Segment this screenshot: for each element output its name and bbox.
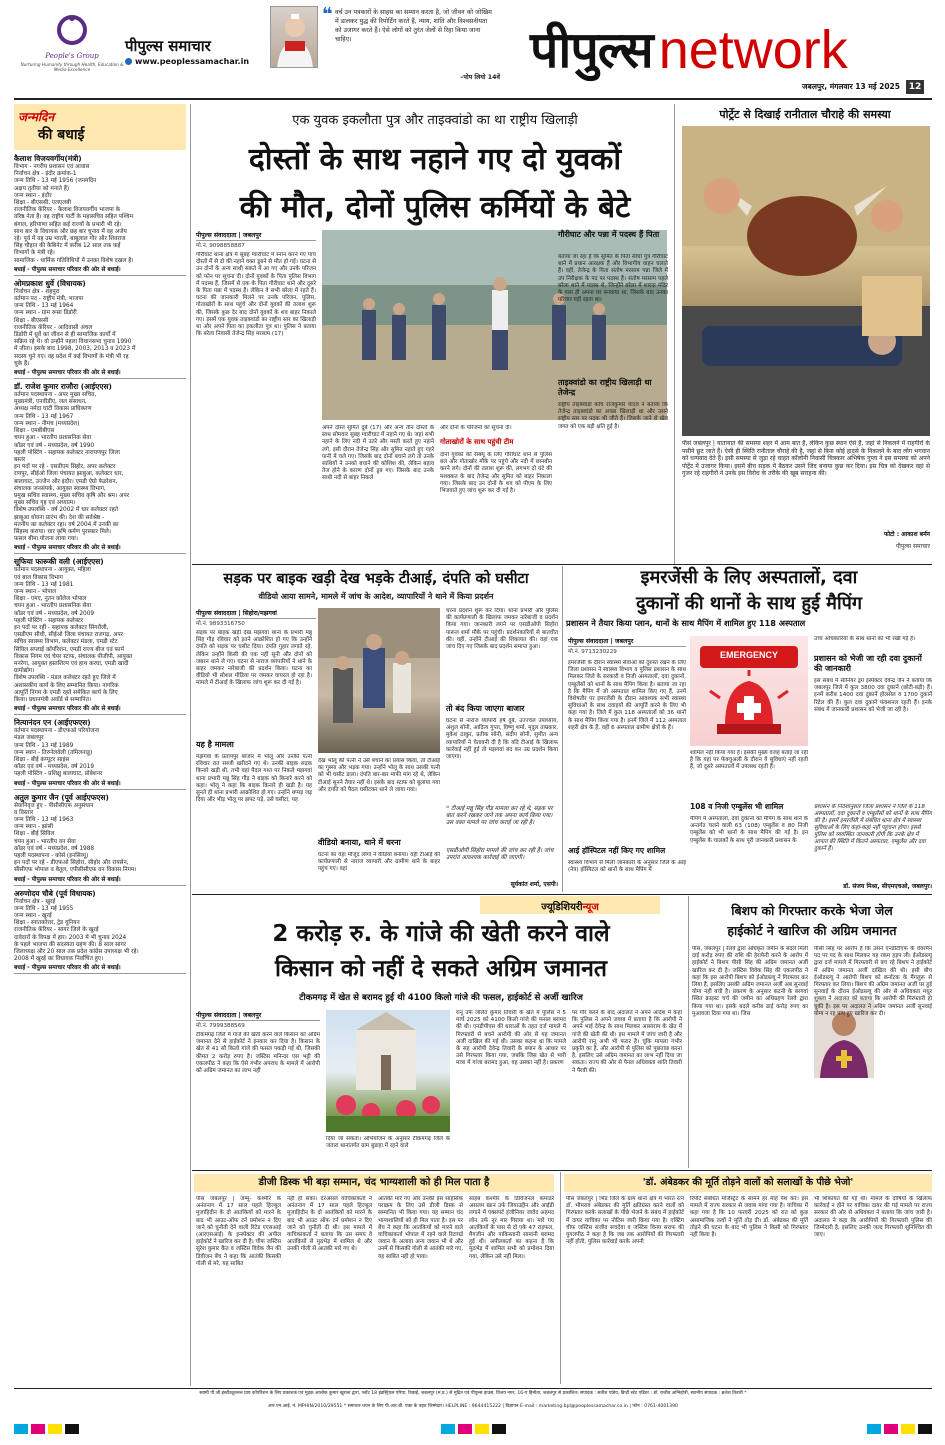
cyan-swatch bbox=[441, 1424, 455, 1434]
bishop-body-col2: पीसी सिंह पर आरोप है कि उसने एनडीटीएफ के वेयरमैन पद पर पद के साथ मिलकर यह रकम हड़प ली। ईओडब्ल्यू द्वारा दर्ज मामले में गिरफ्तारी से बच रहे बिशप ने हाईकोर्ट में अग्रिम जमानत अर्जी दाखिल की थी। इसी बीच ईओडब्ल्यू ने आरोपी बिशप को कर्नाटक के मैंगलुरू से गिरफ्तार कर लिया। बिशप की अग्रिम जमानत अर्जी पर हुई सुनवाई के दौरान ईओडब्ल्यू की ओर से अधिवक्ता मधुर शुक्ला ने अदालत को बताया कि आरोपी की गिरफ्तारी हो चुकी है। इस पर अदालत ने अग्रिम जमानत अर्जी सुनवाई योग्य न रह पाए हुए खारिज कर दी। bbox=[814, 946, 932, 1017]
emergency-byline bbox=[568, 636, 686, 647]
judiciary-headline-line1: 2 करोड़ रु. के गांजे की खेती करने वाले bbox=[272, 921, 610, 947]
birthday-greeting: बधाई - पीपुल्स समाचार परिवार की ओर से बधाई। bbox=[14, 780, 121, 787]
birthday-title-line2: की बधाई bbox=[38, 127, 85, 143]
emergency-body-col1: इमरजेंसी के दौरान स्वास्थ्य सेवाओं को दुरुस्त रखने के लिए जिला प्रशासन ने स्वास्थ्य विभाग व पुलिस प्रशासन के साथ मिलकर जिले के सरकारी व निजी अस्पतालों, दवा दुकानों, एम्बुलेंसों को थानों के साथ मैपिंग किया है। बताया जा रहा है कि मैपिंग में जो अस्पताल शामिल किए गए हैं, उनमें विशेषतौर पर इमरजेंसी के दौरान आवश्यक सभी स्वास्थ्य सुविधाओं के साथ दवाइयों की आपूर्ति करने के लिए भी कहा गया है। जिले में कुल 118 अस्पतालों को 36 थानों के साथ मैपिंग किया गया है। इनमें जिले में 112 अस्पताल शहरी क्षेत्र के हैं, वहीं 6 अस्पताल ग्रामीण क्षेत्रों के हैं। bbox=[568, 660, 686, 731]
emergency-subhead-col3: प्रशासन को भेजी जा रही दवा दुकानों की जानकारी bbox=[814, 654, 922, 673]
imprint-line2: आर.एन.आई. नं. MPHIN/2010/29551 * समाचार चयन के लिए पी.आर.बी. एक्ट के तहत जिम्मेदार। HELPLINE : 9644415222 | विज्ञापन E-mail : marketing.bpl@peoplessamachar.co.in | फोन : 0761-4001390 bbox=[268, 1404, 678, 1409]
tea-body-col3b: घटना से नाराज व्यापारी हर्ष दुबे, उज्ज्वल उपाध्याय, अंशुल सोनी, आदित्य गुप्ता, विष्णु शर्मा, मृदुल ताम्रकार, मुकेश ठाकुर, प्रतीक सोनी, संदीप सोनी, सुमीत अन्य व्यापारियों ने चेतावनी दी है कि यदि टीआई के खिलाफ कार्रवाई नहीं हुई तो मझगवां बंद कर उग्र प्रदर्शन किया जाएगा। bbox=[446, 718, 558, 761]
birthday-detail-line: पहली पोस्टिंग - सहायक कलेक्टर नारायणपुर जिला bbox=[14, 449, 120, 456]
black-swatch bbox=[492, 1424, 506, 1434]
lead-body-col3b: दोनों युवकों की रेस्क्यू के लिए गौरीघाट थाने से पुलिस बल और गोताखोर मौके पर पहुंचे और नदी में छानबीन करने लगे। दोनों की तलाश शुरू की, लगभग दो घंटे की मशक्कत के बाद तेजेन्द्र और सुमित को बाहर निकाला गया। जिसके बाद उन दोनों के शव को पीएम के लिए भिजवाते हुए जांच शुरू कर दी गई है। bbox=[440, 452, 552, 495]
birthday-detail-line: शिक्षा - एमए, नूतन कॉलेज भोपाल bbox=[14, 596, 87, 603]
birthday-person-name: सूफिया फारूकी वली (आईएएस) bbox=[14, 557, 104, 567]
network-brand bbox=[530, 10, 940, 80]
birthday-detail-line: जन्म स्थान - नीमच (मध्यप्रदेश) bbox=[14, 420, 80, 427]
emergency-headline-line1: इमरजेंसी के लिए अस्पतालों, दवा bbox=[640, 567, 858, 588]
birthday-detail-line: अध्यक्ष नर्मदा घाटी विकास प्राधिकरण bbox=[14, 406, 92, 413]
emergency-body-col1b: स्वास्थ्य विभाग से मिली जानकारी के अनुसार जिले के आई (नेत्र) हॉस्पिटल को थानों के साथ मैपिंग में bbox=[568, 860, 686, 874]
birthday-greeting: बधाई - पीपुल्स समाचार परिवार की ओर से बधाई। bbox=[14, 876, 121, 883]
birthday-person-name: अतुल कुमार जैन (पूर्व आईएफएस) bbox=[14, 792, 109, 802]
judiciary-byline-text: पीपुल्स संवाददाता | जबलपुर bbox=[196, 1012, 262, 1019]
birthday-entry bbox=[14, 382, 186, 554]
birthday-title-line1: जन्मदिन bbox=[18, 110, 55, 124]
birthday-detail-line: सीसीएफ भोपाल व बैतूल, एपीसीसीएफ वन विकास निगम। bbox=[14, 867, 137, 874]
birthday-detail-line: पहली पोस्टिंग - सहायक कलेक्टर bbox=[14, 617, 84, 624]
birthday-detail-line: विशेष उपलब्धि - वर्ष 2002 में धार कलेक्टर रहते bbox=[14, 507, 118, 514]
lead-subhead-col4: गौरीघाट और पन्ना में पदस्थ हैं पिता bbox=[558, 230, 660, 239]
birthday-entry bbox=[14, 154, 186, 276]
birthday-detail-line: जन्म स्थान - झांसी bbox=[14, 824, 54, 831]
birthday-detail-line: विशेष उपलब्धि - मंडल कलेक्टर रहते हुए जिले में bbox=[14, 675, 116, 682]
emergency-body-col3: उच्च अधिकारियों के साथ थानों को भी रखी गई है। bbox=[814, 636, 916, 642]
judiciary-body-col1: टीकमगढ़ जिले में गांजे की खेती करने वाले किसान को अग्रिम जमानत देने से हाईकोर्ट ने इनकार कर दिया है। किसान के खेत से 41 सौ किलो गांजे की फसल पकड़ी गई थी, जिसकी कीमत 2 करोड़ रुपए है। जस्टिस मनिन्दर एस भट्टी की एकलपीठ ने कहा कि ऐसे गंभीर अपराध के मामले में आरोपी को अग्रिम जमानत का लाभ नहीं bbox=[196, 1032, 320, 1075]
birthday-detail-line: बालाघाट, उज्जैन और इंदौर। एमडी ऐग्रो फेडरेशन, bbox=[14, 478, 118, 485]
birthday-detail-line: एसडीएम सीधी, सीईओ जिला पंचायत राजगढ़, अपर bbox=[14, 632, 123, 639]
birthday-detail-line: राजनीतिक कॅरियर - आदिवासी अंचल bbox=[14, 324, 93, 331]
birthday-detail-line: विभाग - नगरीय प्रशासन एवं आवास bbox=[14, 164, 90, 170]
birthday-detail-line: जिलाध्यक्ष और 20 साल तक प्रदेश कांग्रेस उपाध्यक्ष भी रहे। bbox=[14, 949, 139, 956]
tea-headline: सड़क पर बाइक खड़ी देख भड़के टीआई, दंपति को घसीटा bbox=[223, 571, 529, 587]
tea-subhead-col1: यह है मामला bbox=[196, 740, 234, 749]
birthday-detail-line: सेवानिवृत्त हुए - पीसीसीएफ अनुसंधान bbox=[14, 802, 94, 809]
group-logo-icon bbox=[52, 8, 92, 48]
lead-byline-text: पीपुल्स संवाददाता | जबलपुर bbox=[196, 232, 262, 239]
birthday-detail-line: सामाजिक - धार्मिक गतिविधियों में उनका विशेष दखल है। bbox=[14, 257, 134, 264]
bottom-right-headline: 'डॉ. अंबेडकर की मूर्ति तोड़ने वालों को सलाखों के पीछे भेजो' bbox=[642, 1177, 854, 1188]
birthday-detail-line: जन्म स्थान - भोपाल bbox=[14, 588, 57, 595]
birthday-detail-line: विकास निगम एवं चेयर स्टाफ, संचालक पीजीपी, आयुक्त bbox=[14, 653, 133, 660]
birthday-detail-line: निर्वाचन क्षेत्र - खुरई bbox=[14, 898, 56, 905]
bottom-left-body-col2: नहीं हो सका। दरअसल याचिकाकर्ता ने अनंतनाग में 17 साल पहले हिज्बुल मुजाहिदीन के दो आतंकियों को मारने के बाद भी आउट ऑफ टर्न प्रमोशन न दिए जाने को चुनौती दी थी। इस मामले में याचिकाकर्ता ने बताया कि उस समय वे आतंकियों से मुठभेड़ में शामिल थे और उनकी गोली से आतंकी मारे गए थे। bbox=[287, 1196, 372, 1253]
birthday-divider bbox=[14, 378, 186, 379]
birthday-entry bbox=[14, 279, 186, 379]
birthday-sidebar bbox=[14, 104, 186, 1386]
masthead bbox=[0, 0, 945, 100]
birthday-detail-line: कॉडर एवं वर्ष - मध्यप्रदेश, वर्ष 1990 bbox=[14, 442, 95, 449]
birthday-detail-line: आपूर्ति निगम के एमडी रहते समेकित कार्य के लिए bbox=[14, 689, 118, 696]
birthday-detail-line: दावेदारों के विपक्ष में हार। 2003 में भी चुनाव 2024 bbox=[14, 934, 127, 941]
emergency-subheadline: प्रशासन ने तैयार किया प्लान, थानों के साथ मैपिंग में शामिल हुए 118 अस्पताल bbox=[566, 618, 806, 628]
bottom-left-headline: डीजी डिस्क भी बड़ा सम्मान, चंद भाग्यशाली को ही मिल पाता है bbox=[258, 1177, 490, 1188]
birthday-detail-line: कॉडर एवं वर्ष - मध्यप्रदेश, वर्ष 2009 bbox=[14, 610, 95, 617]
birthday-divider bbox=[14, 275, 186, 276]
bottom-left-body-col4: साहब कश्मीर के डिविजनल कमांडर असलम खान उर्फ जियाउद्दीन और आईडी लगाने में एक्सपर्ट इंजीनियर जावेद अहमद लोन उर्फ नूर मार गिराया था। मारे गए आतंकियों के पास से दो एके 47 राइफल, मैगजीन और पाकिस्तानी सामानी बरामद हुई थी। अपीलकर्ता का कहना है कि मुठभेड़ में शामिल सभी को प्रमोशन दिया गया, लेकिन उसे नहीं मिला। bbox=[469, 1196, 554, 1260]
paper-logo bbox=[125, 33, 255, 59]
bishop-headline-line1: बिशप को गिरफ्तार करके भेजा जेल bbox=[731, 903, 893, 918]
birthday-detail-line: वर्तमान पदस्थापना - आयुक्त, महिला bbox=[14, 567, 91, 574]
tea-byline-text: पीपुल्स संवाददाता | सिहोरा/मझगवां bbox=[196, 610, 277, 617]
birthday-detail-line: पहली पोस्टिंग - प्रशिक्षु बालाघाट, प्रोबेशनर bbox=[14, 771, 103, 778]
birthday-list bbox=[14, 154, 186, 974]
birthday-detail-line: झाबुआ धोवना प्रारंभ की। देश की सर्वश्रेष्ठ - bbox=[14, 514, 105, 521]
tea-body-col1b: मझगवां के प्रतापपुर बाजार में भोलू और उनकी पत्नी रविवार रात सब्जी खरीदने गए थे। उनकी बाइक सड़क किनारे खड़ी थी, तभी वहां पैदल गश्त पर निकले मझगवां थाना प्रभारी मन्नू सिंह गौड़ ने बाइक को किनारे करने को कहा। भोलू ने कहा कि बाइक किनारे ही खड़ी है। यह सुनते ही थाना प्रभारी आक्रोशित हो गए। उन्होंने थप्पड़ जड़ दिया और भीड़ भोलू पर झपट पड़े, उसे घसीटा, यह bbox=[196, 754, 312, 804]
dateline: जबलपुर, मंगलवार 13 मई 2025 bbox=[801, 82, 900, 91]
yellow-swatch bbox=[475, 1424, 489, 1434]
birthday-entry bbox=[14, 889, 186, 975]
birthday-detail-line: मुख्य सचिव गृह एवं अध्यात्म। bbox=[14, 500, 76, 507]
birthday-person-name: अरुणोदय चौबे (पूर्व विधायक) bbox=[14, 888, 96, 898]
judiciary-subheadline: टीकमगढ़ में खेत से बरामद हुई थी 4100 किलो गांजे की फसल, हाईकोर्ट से अर्जी खारिज bbox=[299, 993, 583, 1003]
emergency-mobile: मो.नं. 9713230229 bbox=[568, 649, 617, 655]
birthday-detail-line: के पहले भाजपा की सदस्यता ग्रहण की। 8 साल सागर bbox=[14, 941, 127, 948]
black-swatch bbox=[918, 1424, 932, 1434]
lead-body-col4b: राष्ट्रीय ताइक्वांडो कोच राजकुमार यादव ने बताया कि तेजेन्द्र ताइक्वांडो का अच्छा खिलाड़ी था और उसने राष्ट्रीय स्तर पर पदक भी जीते हैं। जिसके जाने से खेल जगत को एक बड़ी क्षति हुई है। bbox=[558, 402, 668, 430]
emergency-body-col3b: इस संबंध में सीनियर ड्रग इंस्पेक्टर देवेन्द्र जैन ने बताया कि जबलपुर जिले में कुल 3800 दवा दुकानें (छोटी-बड़ी) हैं। इनमें करीब 1400 दवा दुकानें होलसेल व 1700 दुकानें रिटेल की हैं। कुल दवा दुकानें फंक्शनल रहती हैं। इनके संबंध में जानकारी प्रशासन को भेजी जा रही है। bbox=[814, 678, 932, 713]
birthday-detail-line: जन्म तिथि - 13 मई 1967 bbox=[14, 413, 74, 420]
birthday-detail-line: शिक्षा - बीएससी, एलएलबी bbox=[14, 200, 72, 207]
emergency-image bbox=[690, 636, 808, 746]
birthday-detail-line: डिंडोरी में धुर्वे का जीवन से ही सामाजिक कार्यों में bbox=[14, 332, 116, 339]
birthday-detail-line: विभागों के मंत्री रहे। bbox=[14, 250, 55, 257]
birthday-divider bbox=[14, 973, 186, 974]
group-tagline: Nurturing Humanity through Health, Education & Media Excellence bbox=[20, 62, 124, 73]
birthday-detail-line: मंडल जबलपुर bbox=[14, 735, 44, 742]
birthday-detail-line: रायपुर, सीईओ जिला पंचायत झाबुआ, कलेक्टर धार, bbox=[14, 471, 124, 478]
judiciary-byline-block bbox=[196, 1010, 320, 1029]
tea-body-col3: धरना प्रदर्शन शुरू कर दिया। थाना प्रभारी और पुलिस की कार्यप्रणाली के खिलाफ जमकर नारेबाजी व प्रदर्शन किया गया। जानकारी लगने पर एसडीओपी सिहोरा पारूल शर्मा मौके पर पहुंचीं। प्रदर्शनकारियों से बातचीत की। वहीं, उन्होंने टीआई की शिकायत की। वहां एक जांच दिए गए जिसके बाद प्रदर्शन समाप्त हुआ। bbox=[446, 608, 558, 651]
birthday-detail-line: में जीता। इसके बाद 1998, 2003, 2013 व 2023 में bbox=[14, 346, 136, 353]
birthday-divider bbox=[14, 553, 186, 554]
judiciary-label-suffix: न्यूज bbox=[582, 902, 599, 913]
birthday-greeting: बधाई - पीपुल्स समाचार परिवार की ओर से बधाई। bbox=[14, 965, 121, 972]
birthday-entry bbox=[14, 793, 186, 886]
judiciary-label-prefix: ज्यूडिशियरी bbox=[541, 902, 583, 913]
birthday-detail-line: इन पदों पर रहीं - सहायक कलेक्टर सिंगरौली, bbox=[14, 624, 109, 631]
row3-mid-divider bbox=[688, 896, 689, 1168]
birthday-detail-line: शिक्षा - एमबीबीएस bbox=[14, 428, 55, 435]
bottom-left-body-col1: पीसं जबलपुर | जम्मू- कश्मीर के अनंतनाग में 17 साल पहले हिज्बुल मुजाहिदीन के दो आतंकियों को मारने के बाद भी आउट-ऑफ टर्न प्रमोशन न दिए जाने को चुनौती देने वाली रिटेड एएसआई (आरएसआई) के इन्स्पेक्टर की अपील हाईकोर्ट ने खारिज कर दी है। चीफ जस्टिस सुरेश कुमार कैत व जस्टिस विवेक जैन की डिवीजन बेंच ने कहा कि आतंकी किसकी गोली से मरे, यह साबित bbox=[196, 1196, 281, 1267]
portrait-credit-source: पीपुल्स समाचार bbox=[895, 543, 930, 550]
cmyk-bar-left bbox=[14, 1424, 79, 1434]
website-line bbox=[125, 57, 265, 66]
birthday-detail-line: शिक्षा - बीएससी bbox=[14, 317, 49, 324]
birthday-detail-line: जन्म तिथि - 13 मई 1955 bbox=[14, 905, 74, 912]
bottom-right-body-col1: पीसं जबलपुर | भिंड जिले के ग्राम थाना क्षेत्र में भारत रत्न डॉ. भीमराव अंबेडकर की मूर्ति क्षतिग्रस्त करने वालों को गिरफ्तार करके सलाखों के पीछे भेजने के संबंध में हाईकोर्ट में दायर याचिका पर नोटिस जारी किया गया है। एक्टिंग चीफ जस्टिस संजीव सचदेवा व जस्टिस विनय सराफ की युगलपीठ ने कहा है कि जब तक आरोपियों की गिरफ्तारी नहीं होती, पुलिस कार्रवाई करके अपनी bbox=[566, 1196, 684, 1246]
lead-subhead-col4b: ताइक्वांडो का राष्ट्रीय खिलाड़ी था तेजेन्द्र bbox=[558, 378, 652, 397]
birthday-greeting: बधाई - पीपुल्स समाचार परिवार की ओर से बधाई। bbox=[14, 706, 121, 713]
birthday-detail-line: चयन हुआ - भारतीय प्रशासनिक सेवा bbox=[14, 603, 92, 610]
masthead-rule bbox=[14, 98, 932, 100]
judiciary-body-col3: रानू उर्फ ललित कुमार तिवारी के खेत में पुलिस ने 5 मार्च 2025 को 4100 किलो गांजे की फसल बरामद की थी। एनडीपीएस की धाराओं के तहत दर्ज मामले में गिरफ्तारी से बचने आरोपी की ओर से यह जमानत अर्जी दाखिल की गई थी। उसका कहना था कि मामले के सह आरोपी देवेन्द्र तिवारी के बयान के आधार पर उसे गिरफ्तार किया गया, जबकि जिस खेत से भारी मात्रा में गांजा बरामद हुआ, वह उसका नहीं है। प्रकरण bbox=[456, 1010, 566, 1067]
judiciary-headline-line2: किसान को नहीं दे सकते अग्रिम जमानत bbox=[275, 956, 607, 982]
bottom-left-body-col3: आतंकी मारे गए और उनकी इस साहसिक पराक्रम के लिए उसे डीजी डिस्क से सम्मानित भी किया गया। यह सम्मान चंद भाग्यशालियों को ही मिल पाता है। इस पर बेंच ने कहा कि आतंकियों को मारने वाले याचिकाकर्ता भोपाल में रहने वाले रिटायर्ड जवान के अलावा अन्य जवान भी थे और उनमें से किसकी गोली से आतंकी मारे गए, यह साबित नहीं हो पाया। bbox=[378, 1196, 463, 1260]
sidebar-divider bbox=[190, 104, 191, 1386]
lead-headline-line2: की मौत, दोनों पुलिस कर्मियों के बेटे bbox=[239, 190, 631, 225]
birthday-title bbox=[14, 104, 186, 150]
birthday-detail-line: चुके हैं। bbox=[14, 360, 30, 367]
emergency-byline-text: पीपुल्स संवाददाता | जबलपुर bbox=[568, 638, 634, 645]
birthday-detail-line: वर्तमान पद - राष्ट्रीय मंत्री, भाजपा bbox=[14, 296, 84, 303]
emergency-subhead-col2: 108 व निजी एम्बुलेंस भी शामिल bbox=[690, 802, 784, 811]
magenta-swatch bbox=[31, 1424, 45, 1434]
birthday-entry bbox=[14, 557, 186, 715]
birthday-divider bbox=[14, 714, 186, 715]
tea-subhead-col2: वीडियो बनाया, थाने में धरना bbox=[318, 838, 401, 847]
cyan-swatch bbox=[14, 1424, 28, 1434]
lead-byline bbox=[196, 230, 316, 241]
birthday-detail-line: इन पदों पर रहे - डीएफओ सिहोरा, सीहोर और रायसेन, bbox=[14, 860, 129, 867]
cyan-swatch bbox=[867, 1424, 881, 1434]
birthday-divider bbox=[14, 789, 186, 790]
quote-mark-icon: ❝ bbox=[322, 4, 333, 25]
emergency-body-col2: शामिल नहीं किया गया है। इसकी मुख्य वजह बताई जा रही है कि यहां पर फेक्चुअली के दौरान ये सुविधाएं नहीं रहती हैं, जो दूसरे अस्पतालों में उपलब्ध रहती हैं। bbox=[690, 750, 808, 771]
bottom-right-body-col2: रिपोर्ट संबंधित मजिस्ट्रेट के सामने हर माह पेश करें। इस मामले में राज्य सरकार से जवाब मांगा गया है। याचिका में कहा गया है कि 10 फरवरी 2025 को रात को कुछ असामाजिक तत्वों ने मूर्ति तोड़ दी। डॉ. अंबेडकर की मूर्ति तोड़ने की घटना के बाद भी पुलिस ने किसी को गिरफ्तार नहीं किया है। bbox=[690, 1196, 808, 1239]
birthday-detail-line: सचिव स्वास्थ्य विभाग, कलेक्टर मंडला, एमडी स्टेट bbox=[14, 639, 118, 646]
tea-photo bbox=[318, 608, 440, 753]
emergency-byline-block bbox=[568, 636, 686, 655]
judiciary-photo bbox=[326, 1010, 450, 1132]
tea-subhead-col3: तो बंद किया जाएगा बाजार bbox=[446, 704, 525, 713]
row2-mid-divider bbox=[562, 566, 563, 892]
birthday-detail-line: वर्तमान पदस्थापना - अपर मुख्य सचिव, bbox=[14, 392, 97, 399]
birthday-detail-line: निर्वाचन क्षेत्र - इंदौर क्रमांक-1 bbox=[14, 171, 77, 178]
birthday-detail-line: वरिष्ठ नेता हैं। वह राष्ट्रीय पार्टी के महासचिव सहित पश्चिम bbox=[14, 214, 134, 221]
lead-body-col2: अपने दोस्त सुमित दुबे (17) और अन्य तीन दोस्तों के साथ सोमवार सुबह ग्वारीघाट में नहाने गए थे। जहां सभी नहाने के लिए नदी में उतरे और मस्ती करते हुए नहाने लगे, इसी दौरान तेजेन्द्र सिंह और सुमित नहाते हुए गहरे पानी में चले गए। जिसके बाद दोनों बचाने लगे तो उनके साथियों ने उनको बचाने की कोशिश की, लेकिन बहाव तेज होने के कारण दोनों डूब गए। जिसके बाद उनके साथी नदी से बाहर निकले bbox=[322, 425, 434, 482]
birthday-detail-line: पहली पदस्थापना - कोर्स (इनसिव्यू) bbox=[14, 853, 89, 860]
group-name: People's Group bbox=[45, 52, 99, 60]
birthday-detail-line: सिंह चौहान की कैबिनेट में करीब 12 साल तक कई bbox=[14, 243, 121, 250]
portrait-credit: फोटो : आकाश बर्मन bbox=[883, 531, 930, 538]
birthday-detail-line: निर्वाचन क्षेत्र - शहपुरा bbox=[14, 288, 60, 295]
group-logo bbox=[52, 8, 92, 48]
emergency-quote: प्रशासन के निर्देशानुसार जिला प्रशासन ने जिले के 118 अस्पतालों, दवा दुकानों व एम्बुलेंसों को थानों के साथ मैपिंग की है। इसमें इमरजेंसी में संबंधित थाना क्षेत्र में स्वास्थ्य सुविधाओं के लिए कहां-कहां नहीं पहुंचना होगा। इससे पुलिस को व्यवस्थित जानकारी होगी कि उनके क्षेत्र में आपात की स्थिति में कितने अस्पताल, एम्बुलेंस और दवा दुकानें हैं। bbox=[814, 804, 932, 852]
yellow-swatch bbox=[901, 1424, 915, 1434]
birthday-detail-line: अक्षय तृतीया को मनाते हैं) bbox=[14, 185, 70, 192]
judiciary-body-col2: दिया जा सकता। अभियोजन के अनुसार टीकमगढ़ जिले के जतारा थानांतर्गत ग्राम बुडाहा में रहने वाले bbox=[326, 1136, 450, 1150]
portrait-photo bbox=[682, 126, 930, 436]
birthday-detail-line: अशासकीय कार्य के लिए सम्मानित किया। नागरिक bbox=[14, 682, 119, 689]
birthday-detail-line: शिक्षा - बीई कंप्यूटर साइंस bbox=[14, 757, 70, 764]
portrait-headline: पोर्ट्रेट से दिखाई रानीताल चौराहे की समस्या bbox=[719, 108, 891, 121]
bottom-left-headline-bar bbox=[194, 1174, 554, 1192]
birthday-detail-line: कॉडर एवं वर्ष - मध्यप्रदेश, वर्ष 1988 bbox=[14, 845, 95, 852]
birthday-detail-line: रहे। पूर्व में वह उम्र भारती, बाबूलाल गौर और शिवराज bbox=[14, 236, 126, 243]
page-number: 12 bbox=[906, 80, 924, 94]
birthday-detail-line: व विस्तार bbox=[14, 809, 34, 816]
portrait-caption: पीसं जबलपुर | यातायात की समस्या शहर में आम बात है, लेकिन कुछ स्थान ऐसे हैं, जहां से निकलने में राहगीरों के पसीने छूट जाते हैं। ऐसी ही स्थिति रानीताल चौराहे की है, जहां से बिना कोई हादसे के निकलने के बाद लोग भगवान को धन्यवाद देते हैं। इसी समस्या से जुड़ा रहे चाहत कॉलोनी निवासी चित्रकार अभिषेक गुप्ता ने इस समस्या को अपने पोर्ट्रेट में उजागर किया। इसमें बीच सड़क में बैठकर उसने जिंद बनाया कुछ कर दिया। इस चित्र को देखकर वहां से गुजर रहे राहगीरों ने उनके इस विरोध के तरीके की खूब सराहना की। bbox=[682, 440, 930, 478]
birthday-detail-line: फसल बीमा योजना लाया गया। bbox=[14, 536, 78, 543]
tea-byline-block bbox=[196, 608, 316, 627]
lead-body-col4: बताया जा रहा है कि सुमित के पिता सीधी पुत्र गौरीघाट थाने में प्रधान आरक्षक हैं और विभागीय वाहन चलाते हैं। वहीं, तेजेन्द्र के पिता संतोष मरसाम पन्ना जिले में उप निरीक्षक के पद पर पदस्थ हैं। संतोष मरसाम पहले बरेला थाने में पदस्थ थे, जिन्होंने बरेला में शारदा मंदिर के पास ही अपना घर बनवाया था, जिसके बाद उनका परिवार यहीं रहता था। bbox=[558, 254, 668, 304]
birthday-greeting: बधाई - पीपुल्स समाचार परिवार की ओर से बधाई। bbox=[14, 266, 121, 273]
judiciary-label bbox=[480, 896, 660, 914]
birthday-detail-line: बस्तर bbox=[14, 456, 26, 463]
birthday-person-name: ओमप्रकाश धुर्वे (विधायक) bbox=[14, 278, 86, 288]
tea-body-col2b: घटना का वहां मौजूद लोगों ने वीडियो बनाया। वहीं टीआई की कार्यप्रणाली से नाराज व्यापारी और ग्रामीण थाने के बाहर पहुंच गए। वहां bbox=[318, 852, 440, 873]
pope-photo bbox=[270, 6, 318, 68]
emergency-headline-line2: दुकानों की थानों के साथ हुई मैपिंग bbox=[636, 593, 862, 614]
imprint-line1: स्वामी पी.जी.इंस्टीट्यूशनल प्राय कॉर्पोरेशन के लिए प्रकाशक एवं मुद्रक आलोक कुमार खुराना द्वारा, प्लॉट 18 इंडस्ट्रियल एरिया, रिछाई, जबलपुर (म.प्र.) से मुद्रित एवं पीपुल्स हाउस, विजय नगर, 16-ए हिनौता, जबलपुर से प्रकाशित। संपादक : सतीश पांडेय, डिप्टी स्टेट एडिटर : डॉ. राजीव अग्निहोत्री, स्थानीय संपादक : ब्रजेश तिवारी * bbox=[199, 1391, 747, 1396]
website-url[interactable]: www.peoplessamachar.in bbox=[135, 57, 250, 66]
tea-quote1 bbox=[446, 806, 558, 827]
birthday-detail-line: जन्म तिथि - 13 मई 1981 bbox=[14, 581, 74, 588]
birthday-detail-line: मुख्यमंत्री, एनवीडीए, जल संसाधन, bbox=[14, 399, 87, 406]
row4-mid-divider bbox=[560, 1172, 561, 1384]
row3-rule bbox=[192, 1170, 932, 1171]
birthday-person-name: डॉ. राजेश कुमार राजौरा (आईएएस) bbox=[14, 382, 112, 392]
birthday-entry bbox=[14, 718, 186, 789]
birthday-detail-line: संचालक जनसंपर्क, आयुक्त स्वास्थ्य विभाग, bbox=[14, 485, 106, 492]
judiciary-body-col4: पर गौर करने के बाद अदालत ने अपने आदेश में कहा कि पुलिस ने अपने जवाब में बताया है कि आरोपी ने अपने भाई देवेन्द्र के साथ मिलकर आसाराम के खेत में गांजे की खेती की थी। इस मामले में जांच जारी है और आरोपी रानू अभी भी फरार है। चूंकि मामला गंभीर प्रकृति का है, और आरोपी से पुलिस को पूछताछ करना है, इसलिए उसे अग्रिम जमानत का लाभ नहीं दिया जा सकता। राज्य की ओर से पैनल अधिवक्ता शांति तिवारी ने पैरवी की। bbox=[572, 1010, 682, 1074]
birthday-detail-line: सदस्य चुने गए। वह प्रदेश में कई विभागों के मंत्री भी रह bbox=[14, 353, 129, 360]
tea-body-col2: देख भोलू की पत्नी ने उसे बचाने का प्रयास किया, तो टीआई का गुस्सा और भड़क गया। उन्होंने भोलू के साथ उसकी पत्नी को भी घसीट डाला। दंपति बार-बार माफी मांग रहे थे, लेकिन टीआई सुनने तैयार नहीं थे। इसके बाद स्टाफ को बुलाया गया और दंपति को पैदल घसीटकर थाने ले जाया गया। bbox=[318, 758, 440, 793]
lead-headline-line1: दोस्तों के साथ नहाने गए दो युवकों bbox=[248, 142, 622, 177]
birthday-detail-line: जन्म स्थान - खुरई bbox=[14, 913, 52, 920]
birthday-divider bbox=[14, 885, 186, 886]
birthday-detail-line: जन्म तिथि - 13 मई 1956 (जनमदिन bbox=[14, 178, 97, 185]
paper-name: पीपुल्स समाचार bbox=[125, 37, 211, 55]
birthday-detail-line: बंगाल, हरियाणा सहित कई राज्यों के प्रभारी भी रहे। bbox=[14, 221, 122, 228]
birthday-detail-line: राजनीतिक कॅरियर - सागर जिले के खुरई bbox=[14, 927, 99, 934]
birthday-detail-line: किया। प्रधानमंत्री अवॉर्ड से सम्मानित। bbox=[14, 697, 92, 703]
birthday-detail-line: जन्म तिथि - 13 मई 1963 bbox=[14, 817, 74, 824]
birthday-detail-line: जन्म तिथि - 13 मई 1989 bbox=[14, 742, 74, 749]
birthday-detail-line: साथ बार के विधायक और छह बार चुनाव में वह अजेय bbox=[14, 228, 127, 235]
birthday-detail-line: कॉडर एवं वर्ष - मध्यप्रदेश, वर्ष 2019 bbox=[14, 764, 95, 771]
birthday-detail-line: राजनीतिक कॅरियर - कैलाश विजयवर्गीय भाजपा के bbox=[14, 207, 121, 214]
birthday-detail-line: वर्तमान पदस्थापना - डीएफओ परियोजना bbox=[14, 728, 100, 735]
birthday-detail-line: शिक्षा - स्नातकोत्तर, ट्रेड यूनियन bbox=[14, 920, 80, 927]
birthday-detail-line: सिंहस्थ कराया। धार कृषि कर्मण पुरस्कार मिले। bbox=[14, 528, 111, 535]
tea-body-col1: सड़क पर बाइक खड़ी देख मझगवां थाना के प्रभारी मन्नू सिंह गौड़ रविवार को इतने आक्रोशित हो गए कि उन्होंने दंपति को सड़क पर घसीट दिया। दंपति गुहार लगाते रहे, लेकिन उन्होंने किसी की एक नहीं सुनी और दोनों को जबरन थाने ले गए। घटना से नाराज व्यापारियों ने थाने के बाहर जमकर नारेबाजी की प्रदर्शन किया। घटना का वीडियो भी सोशल मीडिया पर जमकर वायरल हो रहा है। मामले में टीआई के खिलाफ जांच शुरू कर दी गई है। bbox=[196, 630, 312, 687]
birthday-detail-line: जन्म स्थान - तिरुनेलवेली (तमिलनाडु) bbox=[14, 749, 93, 756]
birthday-person-name: कैलाश विजयवर्गीय(मंत्री) bbox=[14, 154, 82, 163]
cmyk-bar-mid bbox=[441, 1424, 506, 1434]
lead-body-col3: और दोनों के परिजनों को सूचना दी। bbox=[440, 425, 512, 431]
birthday-person-name: नित्यानंदन एन (आईएफएस) bbox=[14, 718, 91, 728]
tea-mobile: मो.नं. 9893316750 bbox=[196, 621, 245, 627]
tea-quote1-text: टीआई मन्नू सिंह गौड़ मामला कर रहे थे, सड़क पर बात करने रखकर जाने तक अपना कार्य किया गया। उस वक्त मामले पर जांच कराई जा रही है। bbox=[446, 806, 553, 826]
tea-quote2: एसडीओपी सिहोरा मामले की जांच कर रही हैं। जांच उपरांत आवश्यक कार्रवाई की जाएगी। bbox=[446, 848, 554, 861]
birthday-detail-line: जन्म तिथि - 13 मई 1964 bbox=[14, 303, 74, 310]
birthday-greeting: बधाई - पीपुल्स समाचार परिवार की ओर से बधाई। bbox=[14, 545, 121, 552]
bishop-headline-line2: हाईकोर्ट ने खारिज की अग्रिम जमानत bbox=[727, 923, 897, 938]
pope-quote-author: –पोप लियो 14वें bbox=[460, 74, 500, 81]
emergency-image-label: EMERGENCY bbox=[719, 650, 778, 660]
tea-byline bbox=[196, 608, 316, 619]
birthday-detail-line: प्रमुख सचिव स्वास्थ्य, मुख्य सचिव कृषि और श्रम। अपर bbox=[14, 492, 130, 499]
network-brand-english: network bbox=[658, 20, 848, 80]
quote-mark-icon: ❝ bbox=[446, 806, 450, 812]
black-swatch bbox=[65, 1424, 79, 1434]
network-brand-hindi: पीपुल्स bbox=[530, 21, 653, 79]
row1-rule bbox=[192, 564, 932, 565]
imprint-rule bbox=[14, 1388, 932, 1389]
judiciary-mobile: मो.नं. 7999388569 bbox=[196, 1023, 245, 1029]
birthday-detail-line: चयन हुआ - भारतीय प्रशासनिक सेवा bbox=[14, 435, 92, 442]
registration-marks bbox=[14, 1420, 932, 1438]
yellow-swatch bbox=[48, 1424, 62, 1434]
birthday-detail-line: 2008 में खुरई का विधायक निर्वाचित हुए। bbox=[14, 956, 104, 963]
birthday-detail-line: चयन हुआ - भारतीय वन सेवा bbox=[14, 838, 76, 845]
row2-rule bbox=[192, 894, 932, 895]
lead-right-divider bbox=[674, 104, 675, 564]
birthday-detail-line: जन्म स्थान - ग्राम रूसा डिंडोरी bbox=[14, 310, 77, 317]
magenta-swatch bbox=[458, 1424, 472, 1434]
judiciary-byline bbox=[196, 1010, 320, 1021]
birthday-detail-line: मनरेगा, आयुक्त हस्तशिल्प एवं हाथ करघा, एमडी खादी bbox=[14, 660, 129, 667]
emergency-quote-author: डॉ. संजय मिश्रा, सीएमएचओ, जबलपुर। bbox=[843, 883, 932, 890]
birthday-greeting: बधाई - पीपुल्स समाचार परिवार की ओर से बधाई। bbox=[14, 370, 121, 377]
lead-mobile: मो.नं. 9098858887 bbox=[196, 243, 245, 249]
lead-kicker: एक युवक इकलौता पुत्र और ताइक्वांडो का था राष्ट्रीय खिलाड़ी bbox=[292, 113, 578, 128]
lead-byline-block bbox=[196, 230, 316, 249]
birthday-detail-line: सक्रिय रहे थे। वो उन्होंने पहला विधानसभा चुनाव 1990 bbox=[14, 339, 132, 346]
lead-body-col1: गौरीघाट थाना क्षेत्र में सुबह ग्वारीघाट में स्नान करने गए पांच दोस्तों में से दो की नहाने वक्त डूबने से मौत हो गई। घटना से उन दोनों के अन्य साथी सकते में आ गए और उनके परिजन को फोन पर सूचना दी। दोनों युवकों के पिता पुलिस विभाग में पदस्थ हैं, जिसमें से एक के पिता गौरीघाट थाने और दूसरे के पिता पन्ना में पदस्थ हैं। लेकिन वे सभी बरेला में रहते हैं। घटना की जानकारी मिलने पर उनके परिजन, पुलिस, गोताखोरों के साथ पहुंचे और दोनों युवकों की तलाश शुरू की, जिसके कुछ देर बाद दोनों युवकों के शव बाहर निकाले गए। इसमें एक युवक ताइक्वांडो का राष्ट्रीय स्तर का खिलाड़ी था और अपने पिता का इकलौता पुत्र था। पुलिस ने बताया कि बरेला निवासी तेजेन्द्र सिंह मरसाम (17) bbox=[196, 252, 316, 338]
magenta-swatch bbox=[884, 1424, 898, 1434]
pope-quote: वर्च उन पत्रकारों के साहस का सम्मान करता है, जो जीवन को जोखिम में डालकर युद्ध की रिपोर्टिंग करते हैं, न्याय, शांति और विश्वसनीयता को उजागर करते हैं। ऐसे लोगों को तुरंत जेलों से रिहा किया जाना चाहिए। bbox=[335, 9, 492, 43]
birthday-detail-line: इन पदों पर रहे - एसडीएम सिहोर, अपर कलेक्टर bbox=[14, 464, 116, 471]
birthday-detail-line: जन्म स्थान - इंदौर bbox=[14, 192, 52, 199]
birthday-detail-line: ग्रामोद्योग। bbox=[14, 668, 35, 675]
globe-icon bbox=[125, 58, 132, 65]
bottom-right-headline-bar bbox=[564, 1174, 932, 1192]
bottom-right-body-col3: भी शिकायत की गई थी। मामले के दोषियों के खिलाफ कार्रवाई न होने पर याचिका दायर की गई मामले पर राज्य सरकार की ओर से अधिवक्ता ने बताया कि जांच जारी है। अदालत ने कहा कि आरोपियों की गिरफ्तारी पुलिस की जिम्मेदारी है, इसलिए उनकी जल्द गिरफ्तारी सुनिश्चित की जाए। bbox=[814, 1196, 932, 1239]
birthday-detail-line: सिविल सप्लाई कॉर्पोरेशन, एमडी राज्य बीज एवं फार्म bbox=[14, 646, 124, 653]
birthday-detail-line: शिक्षा - बीई सिविल bbox=[14, 831, 55, 838]
tea-subheadline: वीडियो आया सामने, मामले में जांच के आदेश, व्यापारियों ने थाने में किया प्रदर्शन bbox=[258, 592, 494, 601]
tea-quote2-author: सूर्यकांत शर्मा, एसपी। bbox=[510, 881, 558, 888]
emergency-subhead-col1: आई हॉस्पिटल नहीं किए गए शामिल bbox=[568, 846, 666, 855]
bishop-body-col1: पीसं, जबलपुर | रेलवे द्वारा अधिकृत जमीन के बदले मिली दाई करोड़ रुपए की राशि की हेराफेरी करने के आरोप में हाईकोर्ट ने बिशप पीसी सिंह की अग्रिम जमानत अर्जी खारिज कर दी है। जस्टिस विवेक सिंह की एकलपीठ ने कहा कि इस आरोपी बिशप को ईओडब्ल्यू ने गिरफ्तार कर लिया है, इसलिए उसकी अग्रिम जमानत अर्जी अब सुनवाई योग्य नहीं बची है। प्रकरण के अनुसार कटनी के बरगवां स्थित क्राइस्ट चर्च की जमीन का अधिग्रहण रेलवे द्वारा किया गया था। इसके बदले करीब ढाई करोड़ रुपए का मुआवजा दिया गया था। जिस bbox=[692, 946, 808, 1017]
emergency-body-col2b: मैपिंग में अस्पतालों, दवा दुकानों को मैपिंग के साथ थाने के अन्तर्गत चलने वाली 63 (108) एम्बुलेंस व 80 निजी एम्बुलेंस को भी थानों के साथ मैपिंग की गई है। इन एम्बुलेंस के चालकों के साथ पूरी जानकारी प्रशासन के bbox=[690, 816, 808, 844]
cmyk-bar-right bbox=[867, 1424, 932, 1434]
birthday-detail-line: एवं बाल विकास विभाग bbox=[14, 574, 63, 581]
lead-subhead-col3: गोताखोरों के साथ पहुंची टीम bbox=[440, 438, 514, 446]
birthday-detail-line: मतनीय का कलेक्टर रहा। वर्ष 2004 में उनकी का bbox=[14, 521, 119, 528]
